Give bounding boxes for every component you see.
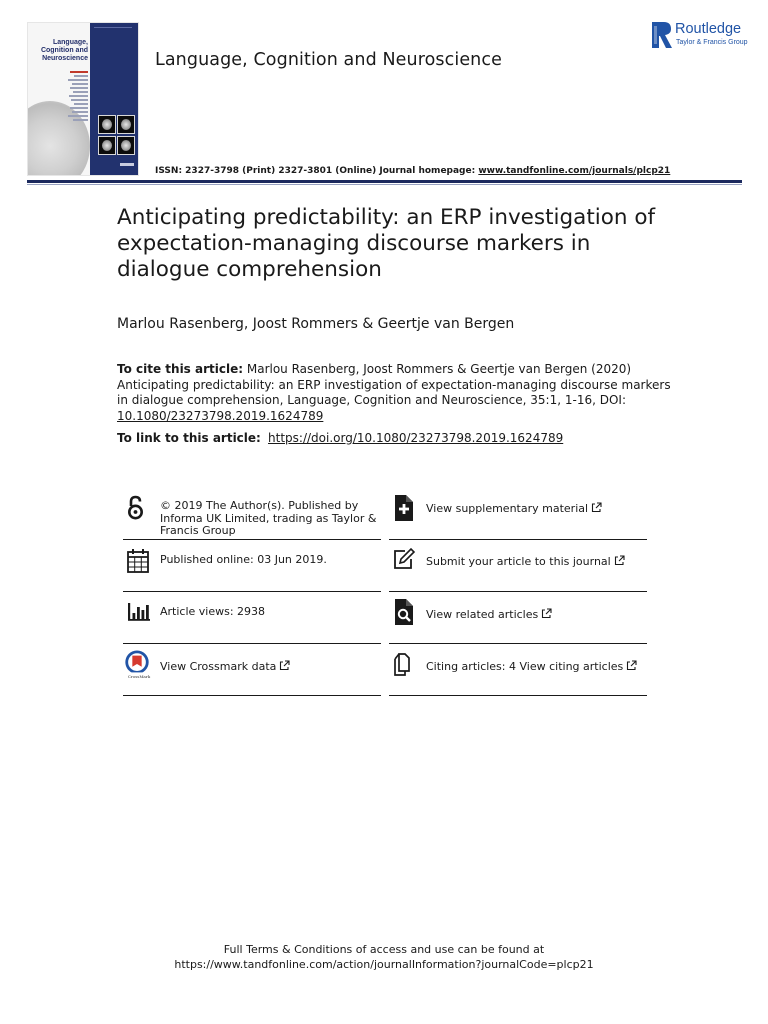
routledge-logo[interactable] (652, 20, 752, 50)
grid-divider (123, 643, 381, 644)
related-link[interactable]: View related articles (426, 608, 539, 621)
license-text: © 2019 The Author(s). Published by Informa UK Limited, trading as Taylor & Francis Group (160, 499, 377, 537)
grid-divider (123, 591, 381, 592)
grid-divider (389, 643, 647, 644)
article-authors: Marlou Rasenberg, Joost Rommers & Geertje van Bergen (117, 316, 515, 332)
edit-icon (389, 546, 417, 574)
search-document-icon (389, 598, 417, 626)
calendar-icon (123, 546, 151, 574)
grid-divider (123, 695, 381, 696)
crossmark-cell[interactable] (123, 650, 381, 694)
grid-divider (389, 695, 647, 696)
external-link-icon (614, 555, 625, 566)
submit-cell[interactable] (389, 546, 647, 590)
cite-label: To cite this article: (117, 362, 244, 376)
link-label: To link to this article: (117, 431, 266, 445)
cover-right-panel (90, 23, 139, 175)
bar-chart-icon (123, 598, 151, 626)
citing-cell[interactable] (389, 650, 647, 694)
publisher-name: Routledge (675, 21, 742, 37)
cover-brain-scan (98, 136, 116, 155)
citing-documents-icon (389, 650, 417, 678)
crossmark-icon-label: CrossMark (127, 674, 151, 679)
published-text: Published online: 03 Jun 2019. (160, 553, 327, 566)
terms-text: Full Terms & Conditions of access and use can be found at (223, 943, 545, 956)
crossmark-text[interactable] (160, 660, 384, 674)
article-link-line (117, 431, 563, 445)
cover-title-line: Cognition and (40, 47, 88, 54)
issn-line (155, 166, 670, 176)
routledge-r-icon (652, 22, 672, 48)
related-cell[interactable] (389, 598, 647, 642)
published-cell (123, 546, 381, 590)
cite-doi-link[interactable]: 10.1080/23273798.2019.1624789 (117, 408, 324, 423)
issn-text: ISSN: 2327-3798 (Print) 2327-3801 (Online) Journal homepage: (155, 166, 479, 176)
supplementary-text[interactable] (426, 502, 650, 516)
header-divider-thin (27, 184, 742, 185)
terms-footer (0, 942, 768, 972)
cover-title-line: Neuroscience (42, 55, 88, 62)
cover-title-line: Language, (52, 39, 88, 46)
crossmark-link[interactable]: View Crossmark data (160, 660, 277, 673)
citing-link[interactable]: Citing articles: 4 View citing articles (426, 660, 624, 673)
cover-brain-scan (117, 115, 135, 134)
publisher-subtitle: Taylor & Francis Group (676, 39, 748, 46)
views-text: Article views: 2938 (160, 605, 266, 618)
terms-link[interactable]: https://www.tandfonline.com/action/journalInformation?journalCode=plcp21 (174, 958, 594, 971)
cover-brain-scan (98, 115, 116, 134)
external-link-icon (626, 660, 637, 671)
external-link-icon (541, 608, 552, 619)
cover-editor-list (54, 69, 88, 121)
grid-divider (123, 539, 381, 540)
views-cell (123, 598, 381, 642)
citing-text[interactable] (426, 660, 650, 674)
open-access-icon (123, 494, 151, 522)
cover-title (31, 39, 88, 63)
header-divider (27, 180, 742, 183)
external-link-icon (591, 502, 602, 513)
file-plus-icon (389, 494, 417, 522)
article-title: Anticipating predictability: an ERP investigation of expectation-managing discourse markers in dialogue comprehension (117, 205, 656, 282)
cover-left-panel (28, 23, 90, 175)
journal-cover (27, 22, 139, 176)
citation-block (117, 362, 677, 424)
article-doi-link[interactable]: https://doi.org/10.1080/23273798.2019.1624789 (268, 431, 564, 445)
supplementary-link[interactable]: View supplementary material (426, 502, 589, 515)
cover-strip (94, 27, 132, 28)
cover-brain-scan (117, 136, 135, 155)
submit-text[interactable] (426, 555, 650, 569)
journal-homepage-link[interactable]: www.tandfonline.com/journals/plcp21 (478, 166, 671, 176)
external-link-icon (279, 660, 290, 671)
cover-publisher-mark (120, 163, 134, 166)
grid-divider (389, 539, 647, 540)
related-text[interactable] (426, 608, 650, 622)
license-cell (123, 494, 381, 538)
journal-title[interactable]: Language, Cognition and Neuroscience (155, 50, 502, 70)
supplementary-cell[interactable] (389, 494, 647, 538)
cite-text: Marlou Rasenberg, Joost Rommers & Geertje van Bergen (2020) Anticipating predictability: an ERP investigation of expectation-managing discourse markers in dialogue comprehension, Language, Cognition and Neuroscience, 35:1, 1-16, DOI: (117, 362, 671, 407)
grid-divider (389, 591, 647, 592)
submit-link[interactable]: Submit your article to this journal (426, 555, 611, 568)
